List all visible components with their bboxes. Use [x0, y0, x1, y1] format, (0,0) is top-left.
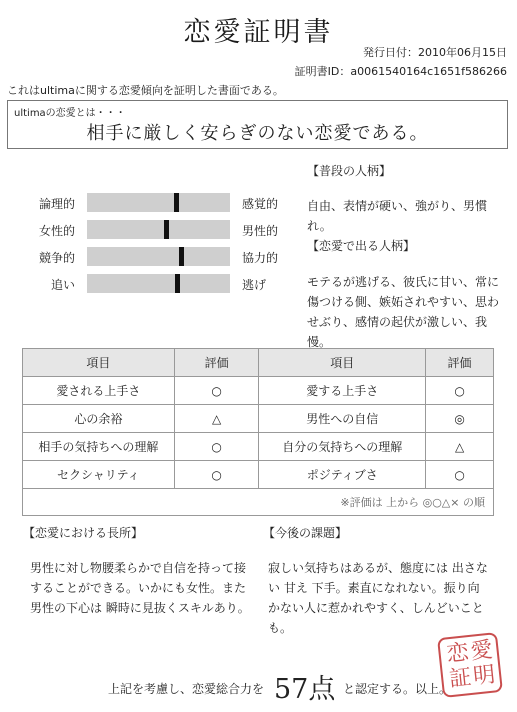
rating-cell: △ — [174, 405, 259, 433]
axis-right-label: 感覚的 — [242, 197, 279, 211]
conclusion-prefix: 上記を考慮し、恋愛総合力を — [108, 682, 265, 696]
conclusion-suffix: と認定する。以上。 — [343, 682, 452, 696]
item-cell: セクシャリティ — [23, 461, 175, 489]
axis-marker — [164, 220, 169, 239]
axis-marker — [175, 274, 180, 293]
rating-cell: ○ — [174, 461, 259, 489]
axis-bar — [87, 193, 230, 212]
love-personality-heading: 【恋愛で出る人柄】 — [307, 239, 416, 253]
axis-left-label: 女性的 — [38, 224, 75, 238]
seal-char: 愛 — [469, 637, 494, 665]
table-note-row — [23, 489, 494, 516]
table-row — [23, 461, 494, 489]
total-score: 57点 — [274, 674, 336, 705]
column-header-rating: 評価 — [426, 349, 494, 377]
certificate-id: 証明書ID：a0061540164c1651f586266 — [294, 65, 507, 78]
summary-label: ultimaの恋愛とは・・・ — [14, 108, 126, 119]
axis-marker — [174, 193, 179, 212]
item-cell: 男性への自信 — [259, 405, 426, 433]
rating-cell: ○ — [174, 433, 259, 461]
column-header-item: 項目 — [259, 349, 426, 377]
seal-char: 証 — [448, 664, 473, 693]
axis-bar — [87, 247, 230, 266]
axis-bar — [87, 274, 230, 293]
normal-personality-text: 自由、表情が硬い、強がり、男慣れ。 — [307, 199, 488, 233]
intro-text: これはultimaに関する恋愛傾向を証明した書面である。 — [7, 84, 284, 97]
item-cell: 愛される上手さ — [23, 377, 175, 405]
love-personality-text: モテるが逃げる、彼氏に甘い、常に傷つける側、嫉妬されやすい、思わせぶり、感情の起伏が激しい、我慢。 — [307, 275, 500, 349]
axis-left-label: 競争的 — [38, 251, 75, 265]
item-cell: 心の余裕 — [23, 405, 175, 433]
rating-cell: ○ — [426, 461, 494, 489]
strengths-text: 男性に対し物腰柔らかで自信を持って接することができる。いかにも女性。また 男性の下心は 瞬時に見抜くスキルあり。 — [30, 561, 250, 615]
seal-char: 明 — [471, 662, 497, 690]
challenges-text: 寂しい気持ちはあるが、態度には 出さない 甘え 下手。素直になれない。振り向かない人に惹かれやすく、しんどいことも。 — [268, 561, 488, 635]
table-row — [23, 377, 494, 405]
table-row — [23, 405, 494, 433]
axis-right-label: 協力的 — [242, 251, 279, 265]
rating-cell: △ — [426, 433, 494, 461]
document-title: 恋愛証明書 — [183, 17, 334, 48]
axis-right-label: 男性的 — [242, 224, 279, 238]
rating-legend-note: ※評価は 上から ◎○△× の順 — [23, 489, 494, 516]
table-row — [23, 433, 494, 461]
axis-bar — [87, 220, 230, 239]
rating-cell: ◎ — [426, 405, 494, 433]
axis-right-label: 逃げ — [242, 278, 267, 292]
item-cell: ポジティブさ — [259, 461, 426, 489]
axis-left-label: 追い — [50, 278, 75, 292]
rating-cell: ○ — [426, 377, 494, 405]
seal-stamp — [437, 632, 503, 698]
column-header-item: 項目 — [23, 349, 175, 377]
conclusion-line — [0, 666, 517, 706]
table-header-row — [23, 349, 494, 377]
issue-date: 発行日付：2010年06月15日 — [363, 46, 507, 59]
rating-cell: ○ — [174, 377, 259, 405]
item-cell: 愛する上手さ — [259, 377, 426, 405]
evaluation-table — [22, 348, 494, 516]
item-cell: 自分の気持ちへの理解 — [259, 433, 426, 461]
seal-char: 恋 — [445, 640, 471, 668]
summary-text: 相手に厳しく安らぎのない恋愛である。 — [86, 123, 429, 144]
strengths-heading: 【恋愛における長所】 — [23, 526, 144, 540]
axis-left-label: 論理的 — [38, 197, 75, 211]
challenges-heading: 【今後の課題】 — [263, 526, 348, 540]
summary-box — [7, 100, 508, 149]
axis-marker — [179, 247, 184, 266]
column-header-rating: 評価 — [174, 349, 259, 377]
normal-personality-heading: 【普段の人柄】 — [307, 164, 392, 178]
item-cell: 相手の気持ちへの理解 — [23, 433, 175, 461]
